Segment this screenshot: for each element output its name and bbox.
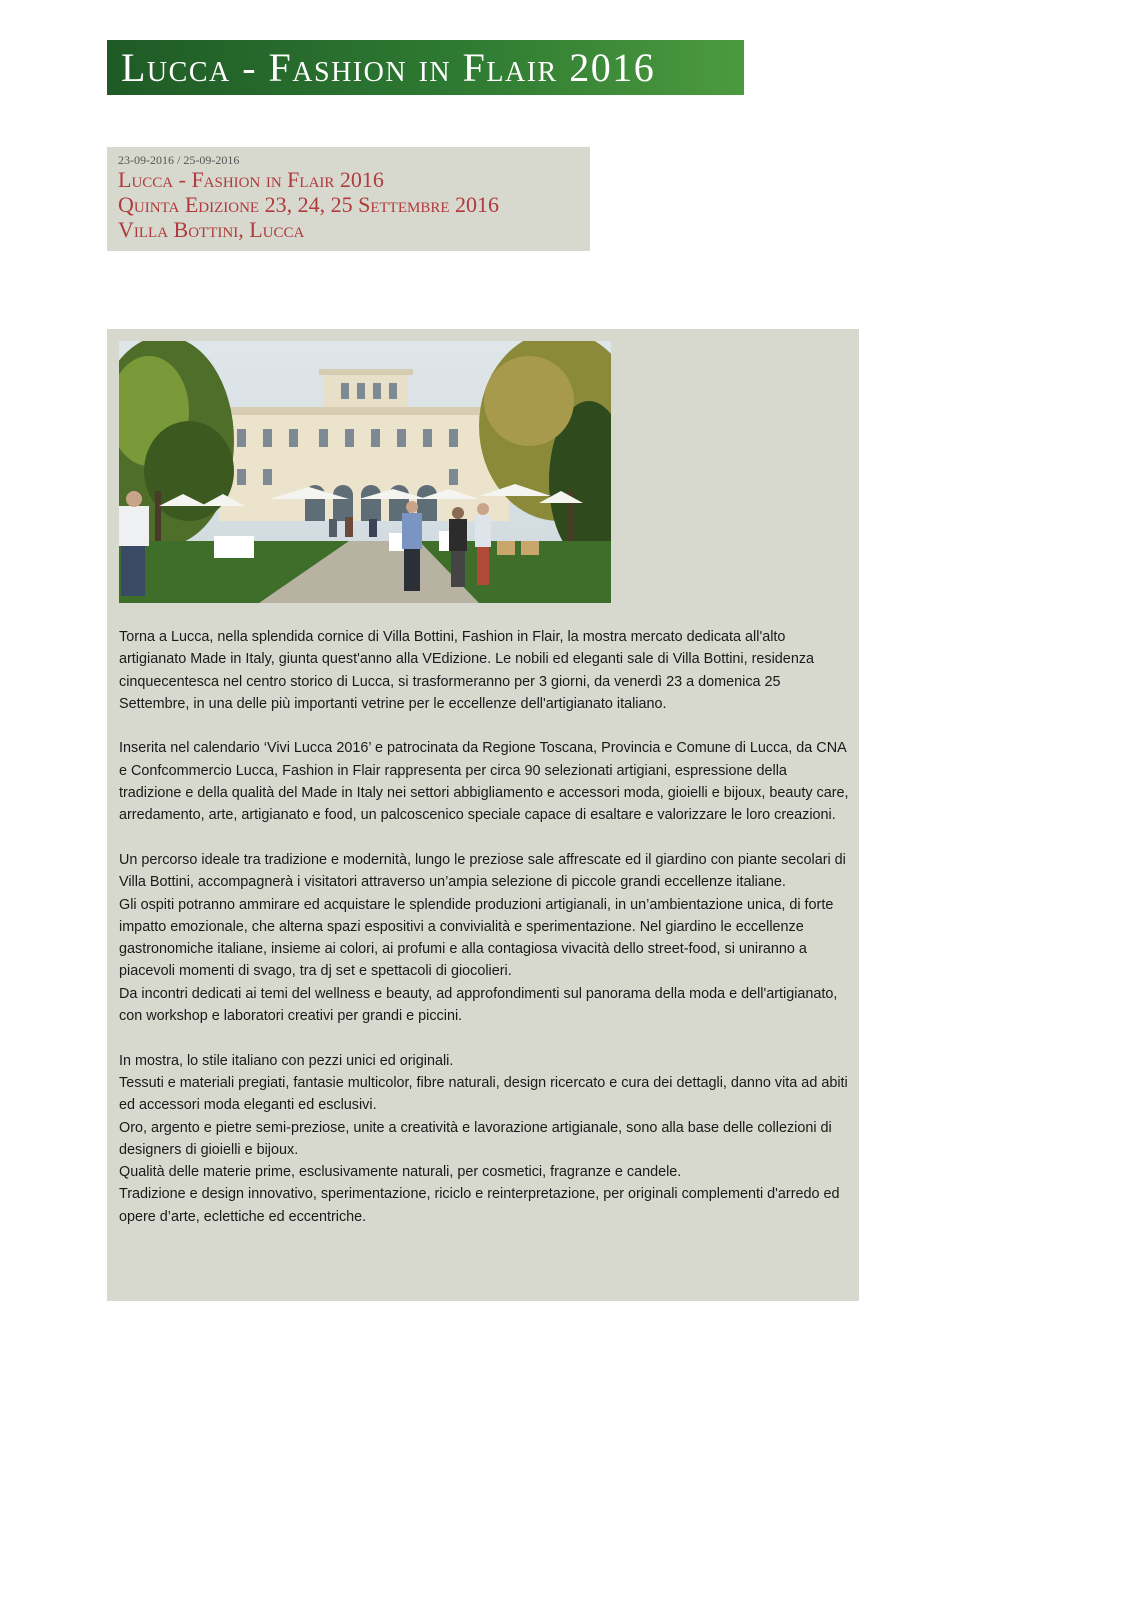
article-paragraph: Tradizione e design innovativo, sperimentazione, riciclo e reinterpretazione, per originali complementi d'arredo ed opere d’arte, eclettiche ed eccentriche. <box>119 1186 840 1225</box>
article-paragraph: Inserita nel calendario ‘Vivi Lucca 2016’ e patrocinata da Regione Toscana, Provincia e Comune di Lucca, da CNA e Confcommercio Lucca, Fashion in Flair rappresenta per circa 90 selezionati artigiani, espressione della tradizione e della qualità del Made in Italy nei settori abbigliamento e accessori moda, gioielli e bijoux, beauty care, arredamento, arte, artigianato e food, un palcoscenico speciale capace di esaltare e valorizzare le loro creazioni. <box>119 740 849 824</box>
title-banner <box>107 40 744 95</box>
article-paragraph: Gli ospiti potranno ammirare ed acquistare le splendide produzioni artigianali, in un’ambientazione unica, di forte impatto emozionale, che alterna spazi espositivi a convivialità e sperimentazione. Nel giardino le eccellenze gastronomiche italiane, insieme ai colori, ai profumi e alla contagiosa vivacità dello street-food, si uniranno a piacevoli momenti di svago, tra dj set e spettacoli di giocolieri. <box>119 896 834 980</box>
villa-bottini-photo <box>119 341 611 603</box>
page-title: Lucca - Fashion in Flair 2016 <box>121 45 656 90</box>
event-title: Lucca - Fashion in Flair 2016 <box>118 167 384 192</box>
article-paragraph: Oro, argento e pietre semi-preziose, unite a creatività e lavorazione artigianale, sono alla base delle collezioni di designers di gioielli e bijoux. <box>119 1119 832 1158</box>
event-edition: Quinta Edizione 23, 24, 25 Settembre 2016 <box>118 192 499 217</box>
article-paragraph: Tessuti e materiali pregiati, fantasie multicolor, fibre naturali, design ricercato e cura dei dettagli, danno vita ad abiti ed accessori moda eleganti ed esclusivi. <box>119 1074 848 1114</box>
article-paragraph: In mostra, lo stile italiano con pezzi unici ed originali. <box>119 1052 454 1069</box>
article-paragraph: Un percorso ideale tra tradizione e modernità, lungo le preziose sale affrescate ed il giardino con piante secolari di Villa Bottini, accompagnerà i visitatori attraverso un’ampia selezione di piccole grandi eccellenze italiane. <box>119 851 846 891</box>
event-location: Villa Bottini, Lucca <box>118 217 305 242</box>
article-body <box>119 626 851 1228</box>
article-paragraph: Qualità delle materie prime, esclusivamente naturali, per cosmetici, fragranze e candele. <box>119 1164 682 1181</box>
event-dates: 23-09-2016 / 25-09-2016 <box>118 153 240 167</box>
article-panel <box>107 329 859 1301</box>
article-paragraph: Torna a Lucca, nella splendida cornice di Villa Bottini, Fashion in Flair, la mostra mercato dedicata all'alto artigianato Made in Italy, giunta quest'anno alla VEdizione. Le nobili ed eleganti sale di Villa Bottini, residenza cinquecentesca nel centro storico di Lucca, si trasformeranno per 3 giorni, da venerdì 23 a domenica 25 Settembre, in una delle più importanti vetrine per le eccellenze dell'artigianato italiano. <box>119 629 815 712</box>
article-paragraph: Da incontri dedicati ai temi del wellness e beauty, ad approfondimenti sul panorama della moda e dell'artigianato, con workshop e laboratori creativi per grandi e piccini. <box>119 985 838 1025</box>
event-info-box <box>107 147 590 251</box>
